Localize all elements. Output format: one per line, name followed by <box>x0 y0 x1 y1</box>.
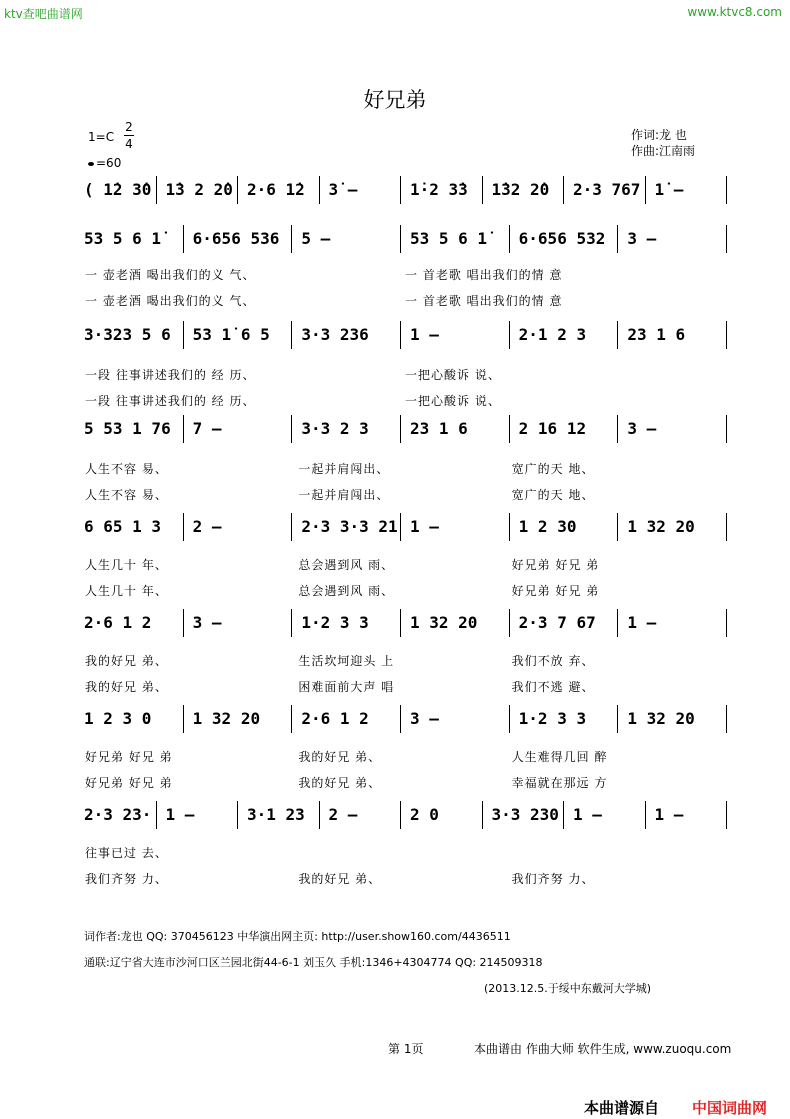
bar-line <box>400 705 401 733</box>
time-bottom: 4 <box>125 137 133 151</box>
measure: 2 – <box>192 517 222 536</box>
measure: 1 – <box>410 325 439 344</box>
measure: 2·3 767 <box>573 180 641 199</box>
bar-line <box>726 609 727 637</box>
measure: 1̇ – <box>654 180 684 199</box>
bar-line <box>617 705 618 733</box>
lyric-phrase: 我们齐努 力、 <box>511 872 595 886</box>
bar-line <box>291 321 292 349</box>
measure: 1 32 20 <box>410 613 478 632</box>
lyric-phrase: 生活坎坷迎头 上 <box>298 654 395 668</box>
measure: 3·3 236 <box>301 325 369 344</box>
measure: 1 2 3 0 <box>84 709 152 728</box>
score-line <box>76 419 728 441</box>
measure: 2·6 1̇2 <box>247 180 305 199</box>
measure: 1·2 3 3 <box>518 709 587 728</box>
bar-line <box>183 321 184 349</box>
bar-line <box>726 801 727 829</box>
bar-line <box>183 513 184 541</box>
score-line <box>76 709 728 731</box>
time-top: 2 <box>125 120 133 134</box>
measure: 1 – <box>627 613 657 632</box>
measure: 2·6 1 2 <box>84 613 152 632</box>
time-signature <box>124 120 134 151</box>
site-right-link[interactable]: www.ktvc8.com <box>687 5 782 19</box>
score-line <box>76 325 728 347</box>
measure: 1̇·2 3̇3 <box>410 180 468 199</box>
bar-line <box>617 225 618 253</box>
quarter-note-icon <box>88 162 94 166</box>
lyric-phrase: 幸福就在那远 方 <box>511 776 608 790</box>
score-line <box>76 517 728 539</box>
bar-line <box>726 415 727 443</box>
key-signature: 1=C <box>88 130 115 144</box>
measure: 23 1 6 <box>410 419 468 438</box>
bar-line <box>400 609 401 637</box>
generator-note: 本曲谱由 作曲大师 软件生成, www.zuoqu.com <box>474 1042 732 1056</box>
lyric-phrase: 我们齐努 力、 <box>85 872 168 886</box>
measure: 7 – <box>192 419 222 438</box>
bar-line <box>291 513 292 541</box>
bar-line <box>400 801 401 829</box>
measure: 1·2 3 3 <box>301 613 369 632</box>
measure: 3 – <box>627 419 657 438</box>
bar-line <box>237 176 238 204</box>
bar-line <box>291 609 292 637</box>
bar-line <box>291 225 292 253</box>
source-site-link[interactable]: 中国词曲网 <box>692 1099 768 1117</box>
lyric-phrase: 人生不容 易、 <box>85 462 168 476</box>
measure: 2·3 23· <box>84 805 152 824</box>
bar-line <box>563 801 564 829</box>
lyric-phrase: 一把心酸诉 说、 <box>405 368 501 382</box>
bar-line <box>482 176 483 204</box>
measure: 1 32 20 <box>192 709 261 728</box>
bar-line <box>617 321 618 349</box>
lyric-phrase: 人生不容 易、 <box>85 488 168 502</box>
measure: 2·6 1 2 <box>301 709 369 728</box>
bar-line <box>400 415 401 443</box>
lyric-phrase: 一段 往事讲述我们的 经 历、 <box>85 394 256 408</box>
measure: 3 – <box>627 229 657 248</box>
measure: 2·3 7 67 <box>518 613 596 632</box>
measure: 1 32 20 <box>627 517 695 536</box>
bar-line <box>482 801 483 829</box>
lyric-phrase: 总会遇到风 雨、 <box>298 584 395 598</box>
score-line <box>76 180 728 202</box>
bar-line <box>726 176 727 204</box>
lyric-phrase: 困难面前大声 唱 <box>298 680 395 694</box>
measure: 1 2 30 <box>518 517 577 536</box>
bar-line <box>183 225 184 253</box>
bar-line <box>726 321 727 349</box>
bar-line <box>617 609 618 637</box>
measure: 3̇ – <box>328 180 358 199</box>
lyric-phrase: 往事已过 去、 <box>85 846 168 860</box>
measure: 53 1̇ 6 5 <box>192 325 270 344</box>
measure: 3·1 23 <box>247 805 305 824</box>
measure: 3·3 230 <box>491 805 559 824</box>
lyric-phrase: 一起并肩闯出、 <box>298 462 390 476</box>
bar-line <box>726 513 727 541</box>
measure: 3·3 2 3 <box>301 419 369 438</box>
lyric-phrase: 人生难得几回 醉 <box>511 750 608 764</box>
page-number: 第 1页 <box>388 1042 424 1056</box>
song-title: 好兄弟 <box>363 88 427 112</box>
bar-line <box>291 705 292 733</box>
measure: 6 65 1 3 <box>84 517 162 536</box>
bar-line <box>400 513 401 541</box>
bar-line <box>617 513 618 541</box>
footer-line-1: 词作者:龙也 QQ: 370456123 中华演出网主页: http://user.show160.com/4436511 <box>84 930 511 943</box>
bar-line <box>617 415 618 443</box>
bar-line <box>509 415 510 443</box>
score-line <box>76 805 728 827</box>
lyric-phrase: 宽广的天 地、 <box>511 488 595 502</box>
tempo <box>88 156 121 170</box>
lyric-phrase: 我的好兄 弟、 <box>298 872 382 886</box>
lyric-phrase: 一 首老歌 唱出我们的情 意 <box>405 268 563 282</box>
bar-line <box>400 225 401 253</box>
lyric-phrase: 我们不逃 避、 <box>511 680 595 694</box>
bar-line <box>291 415 292 443</box>
measure: 3·323 5 6 <box>84 325 171 344</box>
measure: 23 1 6 <box>627 325 686 344</box>
measure: 53 5 6 1̇ <box>410 229 488 248</box>
time-line <box>124 135 134 136</box>
bar-line <box>509 225 510 253</box>
lyric-phrase: 我们不放 弃、 <box>511 654 595 668</box>
lyric-phrase: 一起并肩闯出、 <box>298 488 390 502</box>
bar-line <box>156 176 157 204</box>
lyric-phrase: 总会遇到风 雨、 <box>298 558 395 572</box>
bar-line <box>183 415 184 443</box>
lyric-phrase: 一 壶老酒 喝出我们的义 气、 <box>85 268 256 282</box>
bar-line <box>563 176 564 204</box>
lyricist: 作词:龙 也 <box>631 128 687 142</box>
lyric-phrase: 我的好兄 弟、 <box>298 750 382 764</box>
composer: 作曲:江南雨 <box>631 144 696 158</box>
source-label: 本曲谱源自 <box>584 1099 660 1117</box>
lyric-phrase: 我的好兄 弟、 <box>85 654 168 668</box>
bar-line <box>509 705 510 733</box>
bar-line <box>319 176 320 204</box>
bar-line <box>726 225 727 253</box>
lyric-phrase: 我的好兄 弟、 <box>298 776 382 790</box>
bar-line <box>400 176 401 204</box>
lyric-phrase: 人生几十 年、 <box>85 584 168 598</box>
measure: 2 – <box>328 805 358 824</box>
score-line <box>76 613 728 635</box>
lyric-phrase: 一 壶老酒 喝出我们的义 气、 <box>85 294 256 308</box>
measure: 2 16 12 <box>518 419 587 438</box>
measure: 5 53 1 76 <box>84 419 171 438</box>
bar-line <box>645 176 646 204</box>
measure: 2 0 <box>410 805 439 824</box>
measure: 1̇32 2̇0 <box>491 180 550 199</box>
bar-line <box>319 801 320 829</box>
measure: 2·1 2 3 <box>518 325 587 344</box>
lyric-phrase: 好兄弟 好兄 弟 <box>85 776 173 790</box>
measure: 6·656 536 <box>192 229 280 248</box>
bar-line <box>183 609 184 637</box>
lyric-phrase: 我的好兄 弟、 <box>85 680 168 694</box>
bar-line <box>726 705 727 733</box>
measure: 1 – <box>165 805 195 824</box>
credits <box>631 127 695 159</box>
bar-line <box>183 705 184 733</box>
lyric-phrase: 一把心酸诉 说、 <box>405 394 501 408</box>
score-line <box>76 229 728 251</box>
measure: 1 32 20 <box>627 709 695 728</box>
bar-line <box>237 801 238 829</box>
bar-line <box>509 321 510 349</box>
measure: 1 – <box>654 805 684 824</box>
bar-line <box>509 513 510 541</box>
footer-line-2: 通联:辽宁省大连市沙河口区兰园北街44-6-1 刘玉久 手机:1346+4304774 QQ: 214509318 <box>84 956 543 969</box>
measure: ( 1̇2 3̇0 <box>84 180 152 199</box>
bar-line <box>400 321 401 349</box>
lyric-phrase: 一 首老歌 唱出我们的情 意 <box>405 294 563 308</box>
lyric-phrase: 好兄弟 好兄 弟 <box>511 584 600 598</box>
tempo-value: =60 <box>96 156 122 170</box>
bar-line <box>645 801 646 829</box>
measure: 2·3 3·3 21 <box>301 517 398 536</box>
bar-line <box>509 609 510 637</box>
measure: 3 – <box>410 709 439 728</box>
site-left-link[interactable]: ktv查吧曲谱网 <box>4 7 83 21</box>
footer-line-3: (2013.12.5.于绥中东戴河大学城) <box>484 982 652 995</box>
lyric-phrase: 宽广的天 地、 <box>511 462 595 476</box>
measure: 1̇3 2 2̇0 <box>165 180 233 199</box>
measure: 1 – <box>573 805 602 824</box>
lyric-phrase: 人生几十 年、 <box>85 558 168 572</box>
lyric-phrase: 好兄弟 好兄 弟 <box>85 750 173 764</box>
measure: 3 – <box>192 613 222 632</box>
bar-line <box>156 801 157 829</box>
lyric-phrase: 好兄弟 好兄 弟 <box>511 558 600 572</box>
measure: 53 5 6 1̇ <box>84 229 162 248</box>
measure: 5 – <box>301 229 331 248</box>
measure: 1 – <box>410 517 439 536</box>
lyric-phrase: 一段 往事讲述我们的 经 历、 <box>85 368 256 382</box>
measure: 6·656 532 <box>518 229 606 248</box>
